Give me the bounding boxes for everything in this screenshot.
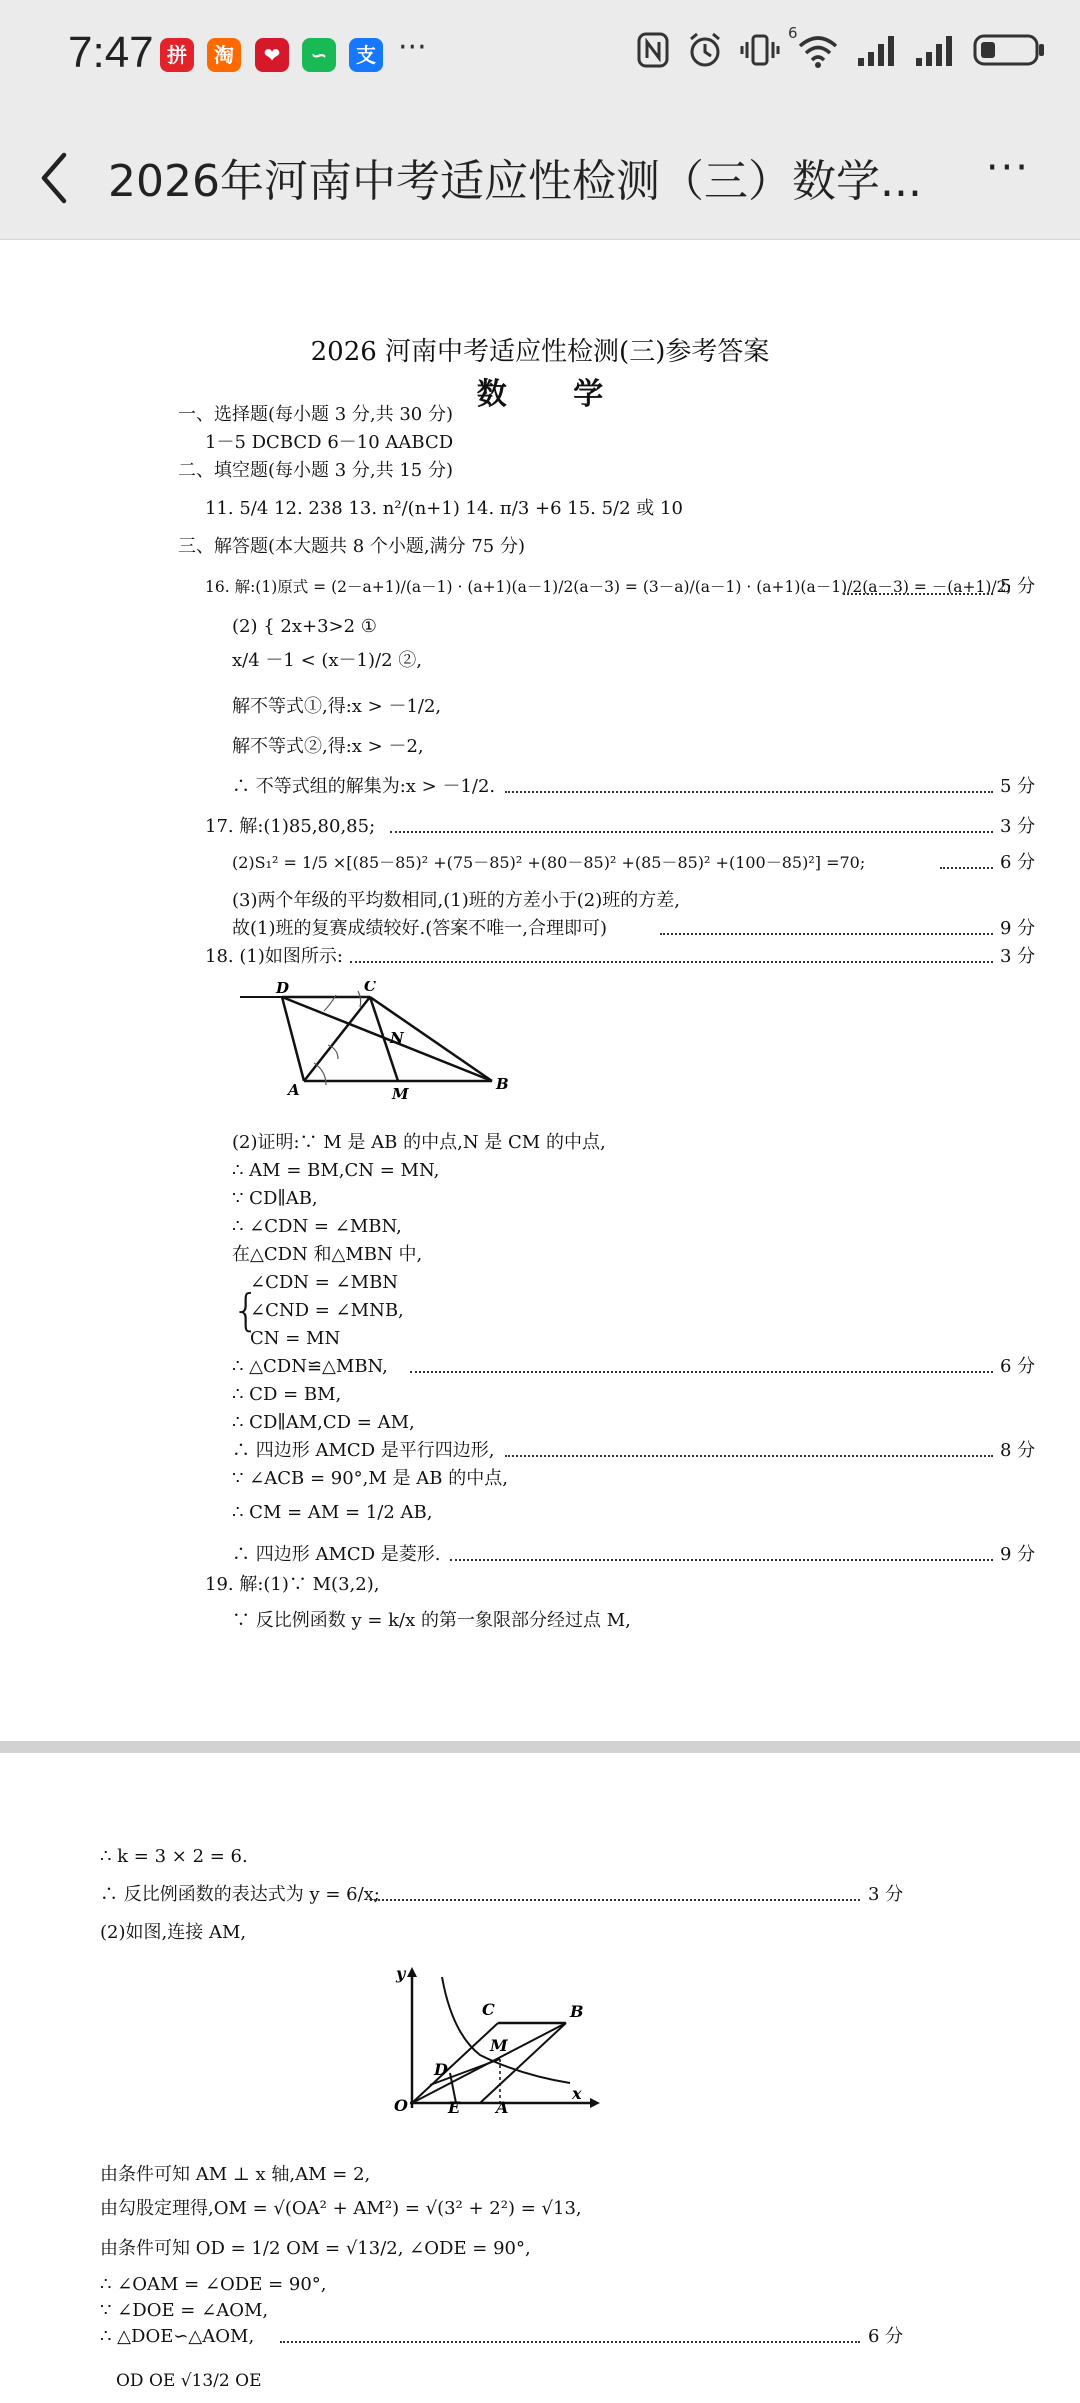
document-page-2[interactable] (0, 1753, 1080, 2403)
doc-line: ∴ 四边形 AMCD 是菱形. (232, 1544, 441, 1565)
score-leader (940, 867, 993, 869)
status-time: 7:47 (68, 28, 154, 77)
doc-line: (2)如图,连接 AM, (100, 1922, 247, 1943)
score-label: 9 分 (1000, 1544, 1036, 1565)
score-leader (843, 593, 993, 595)
score-leader (450, 1559, 993, 1561)
signal-1-icon (856, 30, 898, 70)
fig1-label-c: C (364, 981, 376, 995)
doc-line: 16. 解:(1)原式 = (2－a+1)/(a－1) · (a+1)(a－1)/2(a－3) = (3－a)/(a－1) · (a+1)(a－1)/2(a－3) = －(a+1)/2; (205, 578, 1012, 596)
doc-line: ∴ 四边形 AMCD 是平行四边形, (232, 1440, 495, 1461)
score-leader (350, 961, 993, 963)
score-label: 8 分 (1000, 1440, 1036, 1461)
doc-line: 三、解答题(本大题共 8 个小题,满分 75 分) (178, 536, 526, 557)
doc-line: 由条件可知 AM ⊥ x 轴,AM = 2, (100, 2164, 371, 2185)
doc-line: ∠CND = ∠MNB, (250, 1300, 404, 1321)
doc-line: 由勾股定理得,OM = √(OA² + AM²) = √(3² + 2²) = √13, (100, 2198, 582, 2219)
doc-line: ∴ 不等式组的解集为:x > －1/2. (232, 776, 496, 797)
doc-line: ∴ ∠OAM = ∠ODE = 90°, (100, 2274, 327, 2295)
system-icons (636, 24, 1046, 70)
doc-line: 解不等式①,得:x > －1/2, (232, 696, 442, 717)
doc-line: ∴ CD∥AM,CD = AM, (232, 1412, 415, 1433)
more-options-button[interactable]: ··· (985, 145, 1030, 191)
fig1-label-n: N (390, 1029, 404, 1047)
fig2-label-e: E (448, 2098, 461, 2113)
doc-line: (2) { 2x+3>2 ① (232, 616, 377, 637)
doc-line: ∵ ∠ACB = 90°,M 是 AB 的中点, (232, 1468, 508, 1489)
doc-line: ∵ CD∥AB, (232, 1188, 318, 1209)
doc-line: ∴ △DOE∽△AOM, (100, 2326, 255, 2347)
doc-line: ∴ AM = BM,CN = MN, (232, 1160, 440, 1181)
doc-line: ∴ 反比例函数的表达式为 y = 6/x; (100, 1884, 380, 1905)
doc-line: ∴ CM = AM = 1/2 AB, (232, 1502, 433, 1523)
doc-line: ∠CDN = ∠MBN (250, 1272, 399, 1293)
score-leader (660, 933, 993, 935)
score-label: 5 分 (1000, 576, 1036, 597)
fig1-label-a: A (288, 1081, 300, 1099)
doc-line: CN = MN (250, 1328, 341, 1349)
nfc-icon (636, 30, 670, 70)
score-label: 3 分 (1000, 816, 1036, 837)
doc-line: OD OE √13/2 OE (116, 2371, 262, 2391)
alarm-icon (686, 30, 724, 70)
doc-line: ∴ CD = BM, (232, 1384, 342, 1405)
fig2-label-d: D (434, 2060, 448, 2079)
doc-line: 解不等式②,得:x > －2, (232, 736, 424, 757)
subject-title: 数 学 (476, 377, 632, 412)
taobao-icon: 淘 (207, 38, 241, 72)
doc-line: 二、填空题(每小题 3 分,共 15 分) (178, 460, 454, 481)
wifi-icon (788, 24, 840, 70)
page-separator (0, 1741, 1080, 1753)
fig1-label-m: M (392, 1085, 409, 1101)
doc-line: 1－5 DCBCD 6－10 AABCD (205, 432, 454, 453)
score-label: 5 分 (1000, 776, 1036, 797)
doc-line: ∵ 反比例函数 y = k/x 的第一象限部分经过点 M, (232, 1610, 631, 1631)
doc-line: x/4 －1 < (x－1)/2 ②, (232, 650, 422, 671)
score-leader (505, 1455, 993, 1457)
score-label: 6 分 (868, 2326, 904, 2347)
score-label: 6 分 (1000, 1356, 1036, 1377)
figure-18 (230, 981, 520, 1101)
doc-line: (2)证明:∵ M 是 AB 的中点,N 是 CM 的中点, (232, 1132, 606, 1153)
doc-line: ∴ △CDN≌△MBN, (232, 1356, 388, 1377)
doc-line: ∴ k = 3 × 2 = 6. (100, 1846, 248, 1867)
fig2-label-o: O (394, 2096, 408, 2113)
fig2-label-c: C (482, 2000, 495, 2019)
score-leader (280, 2341, 860, 2343)
document-page-1[interactable] (0, 241, 1080, 1741)
fig2-label-m: M (490, 2036, 508, 2055)
alipay-icon: 支 (349, 38, 383, 72)
doc-line: 18. (1)如图所示: (205, 946, 343, 967)
fig2-label-b: B (570, 2002, 584, 2021)
doc-line: 故(1)班的复赛成绩较好.(答案不唯一,合理即可) (232, 918, 607, 939)
document-title: 2026年河南中考适应性检测（三）数学... (108, 156, 922, 207)
doc-line: (3)两个年级的平均数相同,(1)班的方差小于(2)班的方差, (232, 890, 680, 911)
doc-line: 在△CDN 和△MBN 中, (232, 1244, 423, 1265)
vibrate-icon (740, 30, 780, 70)
doc-line: 17. 解:(1)85,80,85; (205, 816, 376, 837)
doc-line: 由条件可知 OD = 1/2 OM = √13/2, ∠ODE = 90°, (100, 2238, 531, 2259)
score-label: 3 分 (868, 1884, 904, 1905)
answer-title: 2026 河南中考适应性检测(三)参考答案 (310, 337, 770, 367)
doc-line: (2)S₁² = 1/5 ×[(85－85)² +(75－85)² +(80－85)² +(85－85)² +(100－85)²] =70; (232, 853, 866, 872)
doc-line: 11. 5/4 12. 238 13. n²/(n+1) 14. π/3 +6 15. 5/2 或 10 (205, 498, 683, 519)
fig1-label-b: B (496, 1075, 509, 1093)
score-leader (505, 791, 993, 793)
figure-19 (390, 1963, 610, 2113)
green-app-icon: ∽ (302, 38, 336, 72)
pinduoduo-icon: 拼 (160, 38, 194, 72)
doc-line: 19. 解:(1)∵ M(3,2), (205, 1574, 380, 1595)
wifi-badge: 6 (788, 24, 798, 42)
doc-line: ∴ ∠CDN = ∠MBN, (232, 1216, 402, 1237)
score-label: 9 分 (1000, 918, 1036, 939)
brace-icon: { (232, 1285, 260, 1336)
score-label: 6 分 (1000, 852, 1036, 873)
fig2-label-y: y (396, 1964, 406, 1983)
doc-line: ∵ ∠DOE = ∠AOM, (100, 2300, 269, 2321)
back-button[interactable] (30, 143, 80, 213)
more-notifications-icon: ··· (398, 30, 427, 65)
doc-line: 一、选择题(每小题 3 分,共 30 分) (178, 404, 454, 425)
title-bar (0, 115, 1080, 240)
fig2-label-a: A (496, 2098, 509, 2113)
battery-icon (972, 30, 1046, 70)
score-leader (370, 1899, 860, 1901)
score-leader (390, 831, 993, 833)
status-bar (0, 0, 1080, 115)
signal-2-icon (914, 30, 956, 70)
score-leader (410, 1371, 993, 1373)
fig1-label-d: D (276, 981, 290, 997)
score-label: 3 分 (1000, 946, 1036, 967)
fig2-label-x: x (572, 2084, 582, 2103)
red-app-icon: ❤ (255, 38, 289, 72)
